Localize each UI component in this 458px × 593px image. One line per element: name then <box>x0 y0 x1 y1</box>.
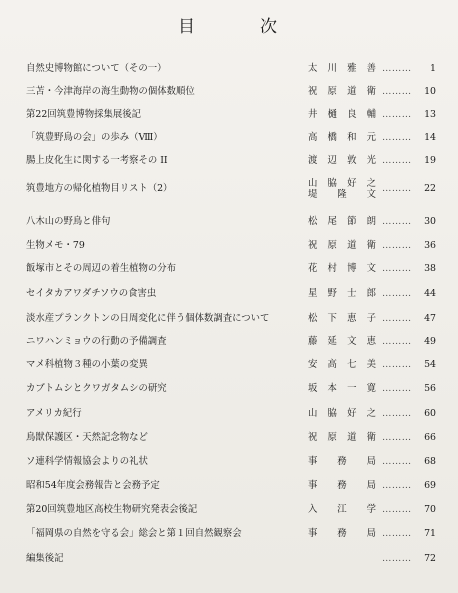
toc-entry-author: 坂 本 一 寛 <box>308 383 376 394</box>
toc-entry-title: 「福岡県の自然を守る会」総会と第１回自然観察会 <box>26 528 242 539</box>
toc-entry-author: 星 野 士 郎 <box>308 288 376 299</box>
toc-entry-author: 事 務 局 <box>308 480 376 491</box>
toc-entry-title: 第20回筑豊地区高校生物研究発表会後記 <box>26 504 198 515</box>
toc-entry-page: 22 <box>424 183 436 194</box>
toc-entry-author: 祝 原 道 衛 <box>308 432 376 443</box>
toc-entry-title: 第22回筑豊博物採集展後記 <box>26 109 142 120</box>
dot-leader: ……… <box>382 359 412 370</box>
toc-entry <box>0 475 458 497</box>
toc-entry <box>0 258 458 280</box>
toc-entry <box>0 403 458 425</box>
toc-entry-title: 淡水産プランクトンの日周変化に伴う個体数調査について <box>26 313 270 324</box>
toc-entry <box>0 354 458 376</box>
dot-leader: ……… <box>382 183 412 194</box>
dot-leader: ……… <box>382 240 412 251</box>
toc-entry-title: ニワハンミョウの行動の予備調査 <box>26 336 167 347</box>
toc-entry-page: 10 <box>424 86 436 97</box>
toc-entry-title: 三苫・今津海岸の海生動物の個体数順位 <box>26 86 195 97</box>
toc-entry-title: 鳥獣保護区・天然記念物など <box>26 432 148 443</box>
toc-entry <box>0 548 458 570</box>
toc-entry-page: 49 <box>424 336 436 347</box>
toc-entry-author: 渡 辺 敦 光 <box>308 155 376 166</box>
toc-entry-page: 56 <box>424 383 436 394</box>
dot-leader: ……… <box>382 336 412 347</box>
toc-entry <box>0 451 458 473</box>
toc-entry-page: 19 <box>424 155 436 166</box>
toc-entry-page: 72 <box>424 553 436 564</box>
toc-entry-page: 1 <box>430 63 436 74</box>
toc-entry <box>0 178 458 200</box>
toc-entry-page: 30 <box>424 216 436 227</box>
author-name: 山 脇 好 之 <box>308 178 376 189</box>
toc-entry-author <box>308 178 376 200</box>
toc-entry <box>0 378 458 400</box>
toc-entry-title: 昭和54年度会務報告と会務予定 <box>26 480 160 491</box>
toc-entry-author: 高 橋 和 元 <box>308 132 376 143</box>
toc-entry-title: 飯塚市とその周辺の着生植物の分布 <box>26 263 177 274</box>
dot-leader: ……… <box>382 63 412 74</box>
toc-entry <box>0 283 458 305</box>
dot-leader: ……… <box>382 216 412 227</box>
toc-entry-title: 「筑豊野鳥の会」の歩み（Ⅷ） <box>26 132 163 143</box>
dot-leader: ……… <box>382 480 412 491</box>
toc-entry-page: 54 <box>424 359 436 370</box>
toc-entry-title: カブトムシとクワガタムシの研究 <box>26 383 167 394</box>
toc-entry-author: 太 川 雅 善 <box>308 63 376 74</box>
toc-entry-page: 44 <box>424 288 436 299</box>
dot-leader: ……… <box>382 528 412 539</box>
toc-entry <box>0 127 458 149</box>
dot-leader: ……… <box>382 504 412 515</box>
dot-leader: ……… <box>382 263 412 274</box>
author-name: 堤 隆 文 <box>308 189 376 200</box>
toc-entry-title: 八木山の野鳥と俳句 <box>26 216 111 227</box>
toc-entry <box>0 211 458 233</box>
toc-entry <box>0 150 458 172</box>
toc-entry <box>0 81 458 103</box>
toc-entry <box>0 331 458 353</box>
toc-entry-page: 60 <box>424 408 436 419</box>
dot-leader: ……… <box>382 86 412 97</box>
toc-entry-title: ソ連科学情報協会よりの礼状 <box>26 456 148 467</box>
dot-leader: ……… <box>382 432 412 443</box>
dot-leader: ……… <box>382 288 412 299</box>
dot-leader: ……… <box>382 456 412 467</box>
toc-entry-author: 事 務 局 <box>308 528 376 539</box>
toc-entry-page: 47 <box>424 313 436 324</box>
toc-entry-page: 71 <box>424 528 436 539</box>
toc-entry-author: 井 樋 良 輔 <box>308 109 376 120</box>
toc-entry-page: 69 <box>424 480 436 491</box>
toc-entry-author: 花 村 博 文 <box>308 263 376 274</box>
toc-entry-title: 生物メモ・79 <box>26 240 85 251</box>
toc-entry-title: 編集後記 <box>26 553 64 564</box>
toc-entry-author: 山 脇 好 之 <box>308 408 376 419</box>
toc-entry-page: 66 <box>424 432 436 443</box>
dot-leader: ……… <box>382 132 412 143</box>
toc-entry-author: 祝 原 道 衛 <box>308 240 376 251</box>
toc-entry-title: 自然史博物館について（その一） <box>26 63 167 74</box>
toc-entry <box>0 308 458 330</box>
toc-entry-author: 松 尾 節 朗 <box>308 216 376 227</box>
toc-entry <box>0 104 458 126</box>
toc-entry-page: 13 <box>424 109 436 120</box>
toc-entry <box>0 499 458 521</box>
toc-entry <box>0 427 458 449</box>
toc-entry-author: 祝 原 道 衛 <box>308 86 376 97</box>
toc-entry-title: 筑豊地方の帰化植物目リスト（2） <box>26 183 173 194</box>
toc-entry-title: マメ科植物３種の小葉の変異 <box>26 359 148 370</box>
toc-entry <box>0 235 458 257</box>
dot-leader: ……… <box>382 313 412 324</box>
dot-leader: ……… <box>382 553 412 564</box>
toc-entry <box>0 523 458 545</box>
toc-entry-author: 入 江 学 <box>308 504 376 515</box>
dot-leader: ……… <box>382 109 412 120</box>
dot-leader: ……… <box>382 383 412 394</box>
toc-entry-page: 14 <box>424 132 436 143</box>
dot-leader: ……… <box>382 408 412 419</box>
toc-entry-page: 38 <box>424 263 436 274</box>
toc-entry-author: 藤 延 文 恵 <box>308 336 376 347</box>
toc-entry-title: アメリカ紀行 <box>26 408 82 419</box>
toc-entry-author: 事 務 局 <box>308 456 376 467</box>
toc-entry-author: 松 下 恵 子 <box>308 313 376 324</box>
toc-entry-page: 68 <box>424 456 436 467</box>
toc-entry-author: 安 高 七 美 <box>308 359 376 370</box>
toc-entry-page: 36 <box>424 240 436 251</box>
title-char-1: 目 <box>178 17 195 37</box>
toc-entry <box>0 58 458 80</box>
toc-entry-title: セイタカアワダチソウの食害虫 <box>26 288 157 299</box>
dot-leader: ……… <box>382 155 412 166</box>
toc-entry-title: 腸上皮化生に関する一考察その II <box>26 155 168 166</box>
title-char-2: 次 <box>260 17 277 37</box>
toc-entry-page: 70 <box>424 504 436 515</box>
